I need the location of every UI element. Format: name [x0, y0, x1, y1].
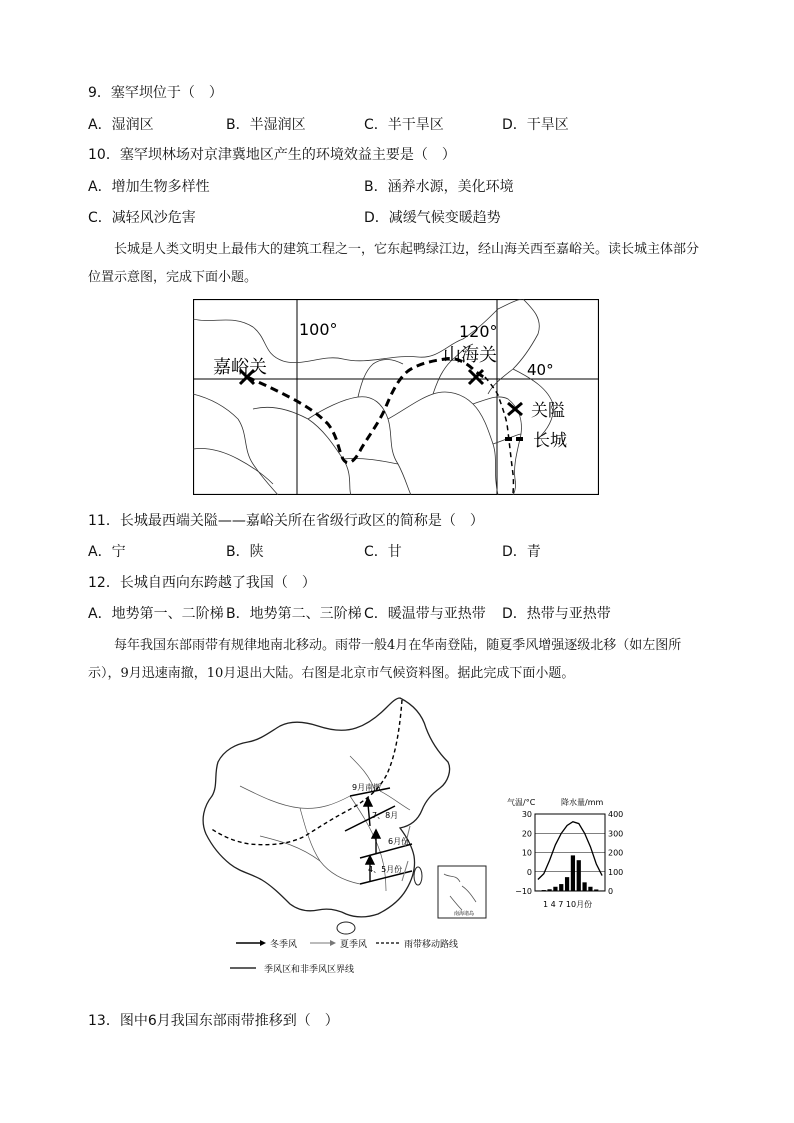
shanhaiguan-label: 山海关	[443, 345, 497, 366]
chart-temp-tick: 30	[521, 810, 532, 819]
legend-pass-label: 关隘	[531, 401, 565, 421]
label-june: 6月份	[388, 837, 410, 846]
chart-temp-tick: 10	[521, 848, 532, 858]
q10-option-d[interactable]: D．减缓气候变暖趋势	[364, 210, 501, 226]
china-rain-belt-map	[200, 696, 500, 982]
q11-option-d[interactable]: D．青	[502, 544, 541, 560]
q9-option-d[interactable]: D．干旱区	[502, 117, 569, 133]
precipitation-bar	[565, 877, 569, 891]
q9-option-c[interactable]: C．半干旱区	[364, 117, 444, 133]
passage-great-wall-text: 长城是人类文明史上最伟大的建筑工程之一，它东起鸭绿江边，经山海关西至嘉峪关。读长城主体部分位置示意图，完成下面小题。	[88, 242, 700, 285]
precipitation-bar	[582, 882, 586, 891]
q10-option-a[interactable]: A．增加生物多样性	[88, 179, 210, 195]
chart-temp-tick: −10	[515, 887, 532, 896]
question-11-stem: 11．长城最西端关隘——嘉峪关所在省级行政区的简称是（ ）	[88, 513, 484, 529]
chart-precip-tick: 0	[608, 887, 614, 896]
q12-option-b[interactable]: B．地势第二、三阶梯	[226, 606, 362, 622]
question-13-stem: 13．图中6月我国东部雨带推移到（ ）	[88, 1013, 339, 1029]
beijing-climate-chart	[505, 794, 635, 912]
passage-rain-belt-text: 每年我国东部雨带有规律地南北移动。雨带一般4月在华南登陆，随夏季风增强逐级北移（如左图所示），9月迅速南撤，10月退出大陆。右图是北京市气候资料图。据此完成下面小题。	[88, 638, 682, 681]
legend-winter-label: 冬季风	[270, 940, 298, 950]
temperature-curve	[538, 822, 602, 880]
chart-month-label: 1 4 7 10月份	[543, 900, 593, 909]
china-outline	[203, 698, 449, 917]
chart-temp-tick: 0	[526, 867, 532, 877]
q10-option-b[interactable]: B．涵养水源，美化环境	[364, 179, 514, 195]
lat-40-label: 40°	[527, 361, 554, 379]
q9-option-b[interactable]: B．半湿润区	[226, 117, 306, 133]
great-wall-map	[193, 299, 599, 495]
chart-precip-tick: 100	[608, 867, 624, 877]
lon-120-label: 120°	[459, 322, 498, 341]
q10-option-c[interactable]: C．减轻风沙危害	[88, 210, 196, 226]
inset-label: 南海诸岛	[453, 911, 475, 917]
precipitation-bar	[559, 884, 563, 891]
chart-temp-tick: 20	[521, 829, 532, 839]
precipitation-bar	[577, 860, 581, 891]
passage-great-wall	[88, 236, 708, 292]
lon-100-label: 100°	[299, 320, 338, 339]
chart-precip-tick: 300	[608, 829, 624, 839]
chart-precip-axis-label: 降水量/mm	[561, 798, 604, 807]
question-10-stem: 10．塞罕坝林场对京津冀地区产生的环境效益主要是（ ）	[88, 147, 456, 163]
precipitation-bar	[588, 887, 592, 891]
q11-option-c[interactable]: C．甘	[364, 544, 402, 560]
jiayuguan-label: 嘉峪关	[213, 357, 267, 378]
legend-boundary-label: 季风区和非季风区界线	[264, 965, 355, 975]
precipitation-bar	[571, 855, 575, 891]
legend-rainbelt-label: 雨带移动路线	[404, 940, 459, 950]
legend-wall-label: 长城	[533, 431, 567, 451]
legend-winter-icon	[260, 940, 266, 946]
chart-precip-tick: 400	[608, 810, 624, 819]
question-12-stem: 12．长城自西向东跨越了我国（ ）	[88, 575, 316, 591]
q9-option-a[interactable]: A．湿润区	[88, 117, 154, 133]
chart-precip-tick: 200	[608, 848, 624, 858]
legend-summer-label: 夏季风	[340, 940, 368, 950]
q11-option-a[interactable]: A．宁	[88, 544, 126, 560]
q12-option-c[interactable]: C．暖温带与亚热带	[364, 606, 486, 622]
q12-option-d[interactable]: D．热带与亚热带	[502, 606, 611, 622]
question-9-stem: 9．塞罕坝位于（ ）	[88, 85, 223, 101]
passage-rain-belt	[88, 632, 708, 688]
q11-option-b[interactable]: B．陕	[226, 544, 264, 560]
legend-summer-icon	[330, 940, 336, 946]
q12-option-a[interactable]: A．地势第一、二阶梯	[88, 606, 224, 622]
label-sep-south: 9月南撤	[352, 783, 382, 792]
chart-temp-axis-label: 气温/°C	[507, 798, 536, 807]
precipitation-bar	[553, 887, 557, 891]
label-jul-aug: 7、8月	[372, 811, 399, 820]
label-apr-may: 4、5月份	[368, 865, 403, 874]
